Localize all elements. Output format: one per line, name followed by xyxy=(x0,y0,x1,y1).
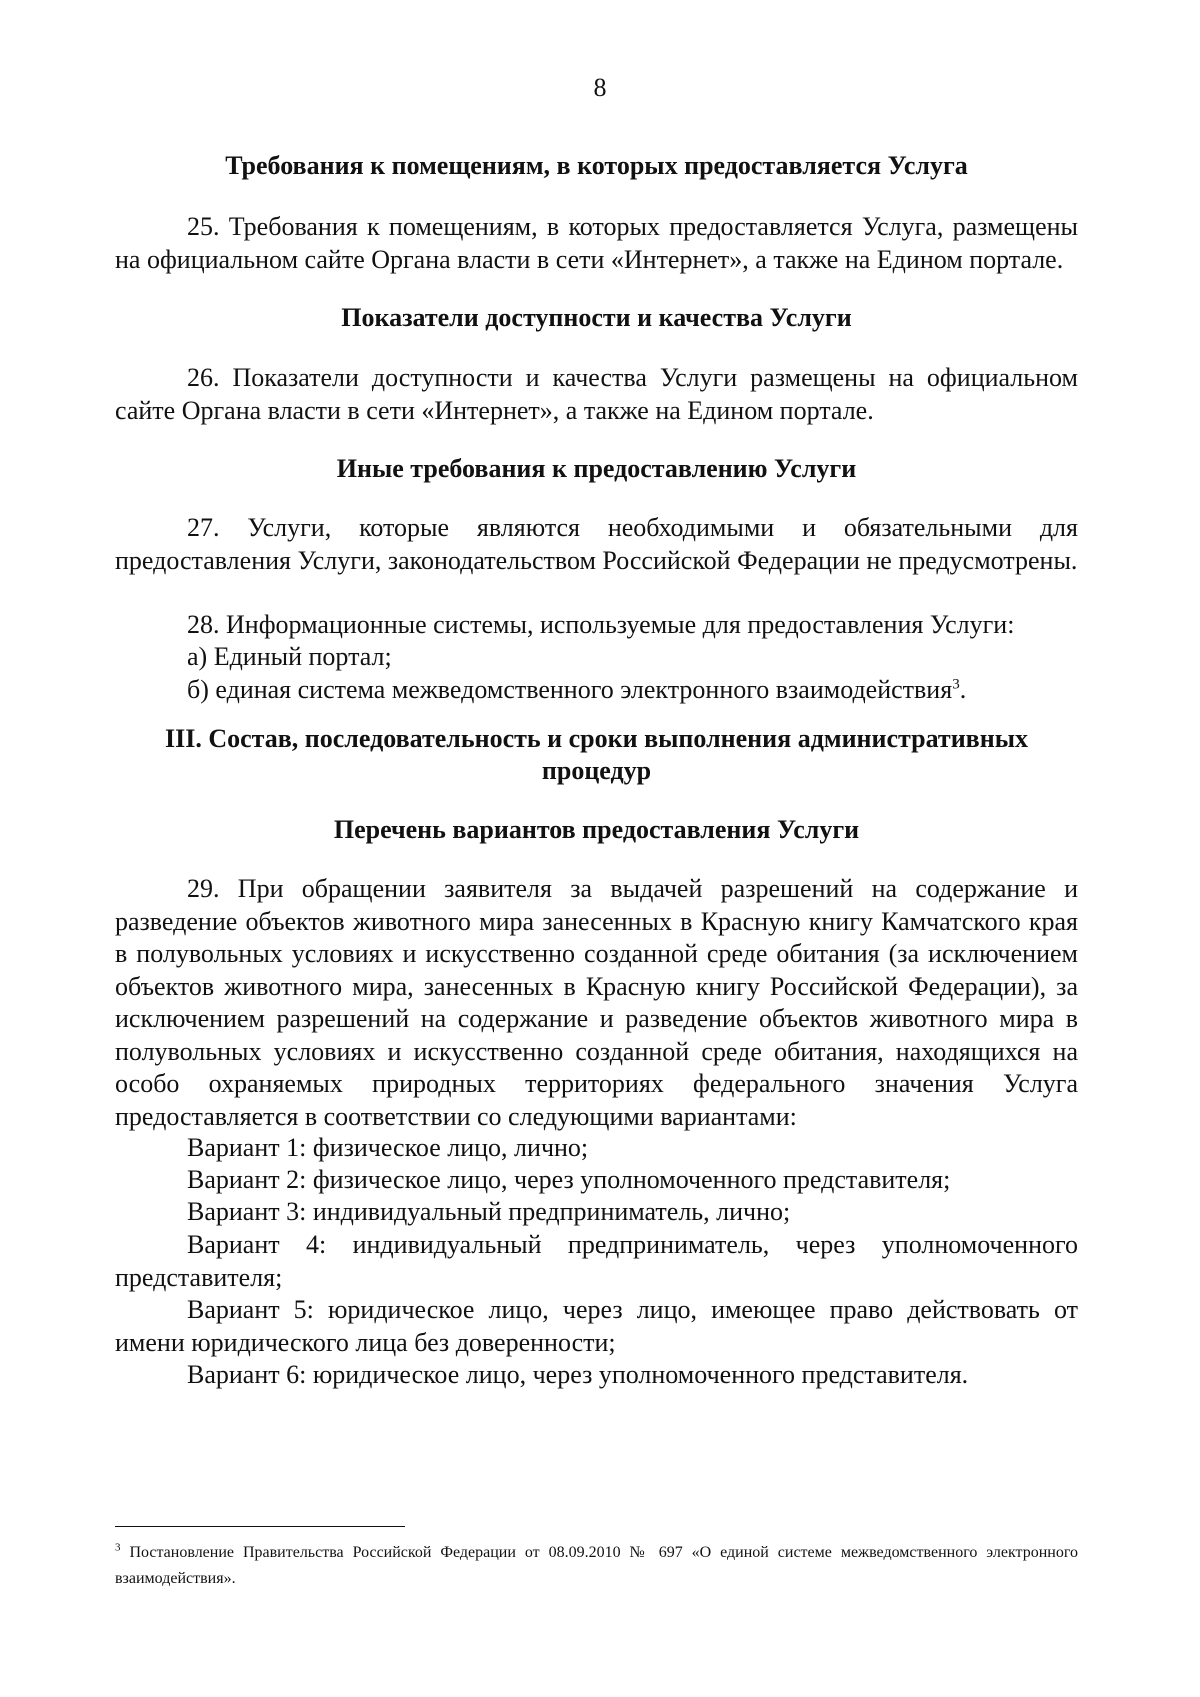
list-item-a: а) Единый портал; xyxy=(187,642,392,671)
variant-4: Вариант 4: индивидуальный предприниматель, через уполномоченного представителя; xyxy=(115,1230,1078,1292)
paragraph-28: 28. Информационные системы, используемые для предоставления Услуги: xyxy=(187,610,1015,639)
footnote xyxy=(115,1540,1078,1592)
variant-6: Вариант 6: юридическое лицо, через уполномоченного представителя. xyxy=(187,1360,969,1389)
list-item-b-end: . xyxy=(959,675,967,704)
list-item-b-text: б) единая система межведомственного электронного взаимодействия xyxy=(187,675,953,704)
variant-1: Вариант 1: физическое лицо, лично; xyxy=(187,1133,589,1162)
footnote-divider xyxy=(115,1526,405,1527)
heading-variants-list: Перечень вариантов предоставления Услуги xyxy=(333,815,860,844)
list-item-b xyxy=(115,674,1078,707)
page-number: 8 xyxy=(593,73,607,102)
heading-other-requirements: Иные требования к предоставлению Услуги xyxy=(336,454,857,483)
footnote-text: Постановление Правительства Российской Федерации от 08.09.2010 № 697 «О единой системе межведомственного электронного взаимодействия». xyxy=(115,1544,1078,1587)
footnote-number: 3 xyxy=(115,1541,121,1554)
paragraph-29: 29. При обращении заявителя за выдачей разрешений на содержание и разведение объектов животного мира занесенных в Красную книгу Камчатского края в полувольных условиях и искусственно созданной среде обитания (за исключением объектов животного мира, занесенных в Красную книгу Российской Федерации), за исключением разрешений на содержание и разведение объектов животного мира в полувольных условиях и искусственно созданной среде обитания, находящихся на особо охраняемых природных территориях федерального значения Услуга предоставляется в соответствии со следующими вариантами: xyxy=(115,874,1078,1131)
heading-premises-requirements: Требования к помещениям, в которых предоставляется Услуга xyxy=(225,151,968,180)
paragraph-27: 27. Услуги, которые являются необходимыми и обязательными для предоставления Услуги, законодательством Российской Федерации не предусмотрены. xyxy=(115,513,1078,575)
chapter-3-heading-line-2: процедур xyxy=(541,756,652,785)
chapter-3-heading-line-1: III. Состав, последовательность и сроки выполнения административных xyxy=(164,724,1028,753)
heading-accessibility-quality: Показатели доступности и качества Услуги xyxy=(341,303,852,332)
variant-2: Вариант 2: физическое лицо, через уполномоченного представителя; xyxy=(187,1165,951,1194)
variant-5: Вариант 5: юридическое лицо, через лицо, имеющее право действовать от имени юридического лица без доверенности; xyxy=(115,1295,1078,1357)
paragraph-25: 25. Требования к помещениям, в которых предоставляется Услуга, размещены на официальном сайте Органа власти в сети «Интернет», а также на Едином портале. xyxy=(115,212,1078,274)
variant-3: Вариант 3: индивидуальный предприниматель, лично; xyxy=(187,1197,791,1226)
paragraph-26: 26. Показатели доступности и качества Услуги размещены на официальном сайте Органа власти в сети «Интернет», а также на Едином портале. xyxy=(115,363,1078,425)
footnote-ref-3: 3 xyxy=(952,676,960,693)
